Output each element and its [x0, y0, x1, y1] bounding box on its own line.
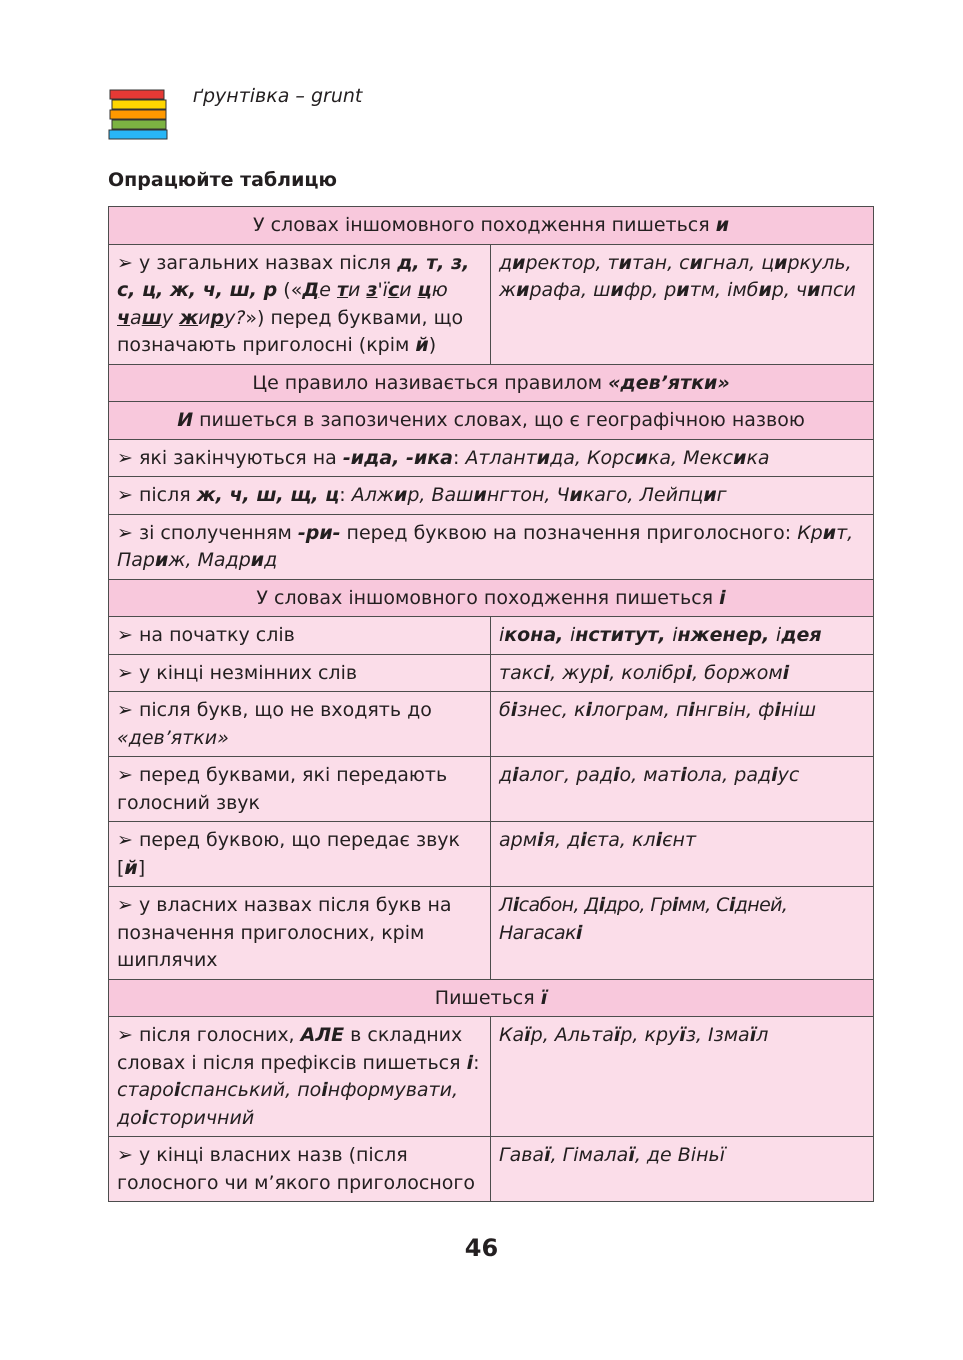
examples-cell: директор, титан, сигнал, циркуль, жирафа, шифр, ритм, імбир, чипси [491, 244, 874, 364]
table-row [109, 757, 874, 822]
table-row [109, 979, 874, 1017]
rule-cell: ➢ у кінці власних назв (після голосного чи м’якого приголосного [109, 1137, 491, 1202]
table-row [109, 1137, 874, 1202]
rule-cell: ➢ у кінці незмінних слів [109, 654, 491, 692]
examples-cell: бізнес, кілограм, пінгвін, фініш [491, 692, 874, 757]
table-row [109, 402, 874, 440]
table-row [109, 654, 874, 692]
examples-cell: Лісабон, Дідро, Грімм, Сідней, Нагасакі [491, 887, 874, 980]
rule-cell: ➢ перед буквою, що передає звук [й] [109, 822, 491, 887]
section-header: У словах іншомовного походження пишеться и [109, 207, 874, 245]
rule-cell: ➢ після голосних, АЛЕ в складних словах і після префіксів пишеться і: староіспанський, поінформувати, доісторичний [109, 1017, 491, 1137]
table-row [109, 617, 874, 655]
examples-cell: ікона, інститут, інженер, ідея [491, 617, 874, 655]
table-row [109, 439, 874, 477]
header [108, 82, 908, 142]
table-row [109, 514, 874, 579]
rule-cell: ➢ які закінчуються на -ида, -ика: Атлантида, Корсика, Мексика [109, 439, 874, 477]
glossary-entry: ґрунтівка – grunt [193, 85, 363, 107]
books-stack-icon [108, 88, 170, 142]
table-row [109, 822, 874, 887]
table-row [109, 887, 874, 980]
table-row [109, 579, 874, 617]
rule-cell: ➢ у загальних назвах після д, т, з, с, ц, ж, ч, ш, р («Де ти з'їси цю чашу жиру?») перед буквами, що позначають приголосні (крім й) [109, 244, 491, 364]
examples-cell: таксі, журі, колібрі, боржомі [491, 654, 874, 692]
table-row [109, 364, 874, 402]
section-header: Це правило називається правилом «дев’ятки» [109, 364, 874, 402]
table-row [109, 244, 874, 364]
table-row [109, 207, 874, 245]
section-header: И пишеться в запозичених словах, що є географічною назвою [109, 402, 874, 440]
examples-cell: Каїр, Альтаїр, круїз, Ізмаїл [491, 1017, 874, 1137]
table-row [109, 477, 874, 515]
rule-cell: ➢ перед буквами, які передають голосний звук [109, 757, 491, 822]
section-header: Пишеться ї [109, 979, 874, 1017]
rule-cell: ➢ після букв, що не входять до «дев’ятки» [109, 692, 491, 757]
page-number: 46 [464, 1234, 499, 1262]
examples-cell: Гаваї, Гімалаї, де Віньї [491, 1137, 874, 1202]
rule-cell: ➢ зі сполученням -ри- перед буквою на позначення приголосного: Крит, Париж, Мадрид [109, 514, 874, 579]
rule-cell: ➢ на початку слів [109, 617, 491, 655]
task-heading: Опрацюйте таблицю [108, 169, 337, 191]
table-row [109, 1017, 874, 1137]
examples-cell: армія, дієта, клієнт [491, 822, 874, 887]
table-row [109, 692, 874, 757]
examples-cell: діалог, радіо, матіола, радіус [491, 757, 874, 822]
rule-cell: ➢ у власних назвах після букв на позначення приголосних, крім шиплячих [109, 887, 491, 980]
spelling-rules-table [108, 206, 874, 1202]
rule-cell: ➢ після ж, ч, ш, щ, ц: Алжир, Вашингтон, Чикаго, Лейпциг [109, 477, 874, 515]
section-header: У словах іншомовного походження пишеться і [109, 579, 874, 617]
